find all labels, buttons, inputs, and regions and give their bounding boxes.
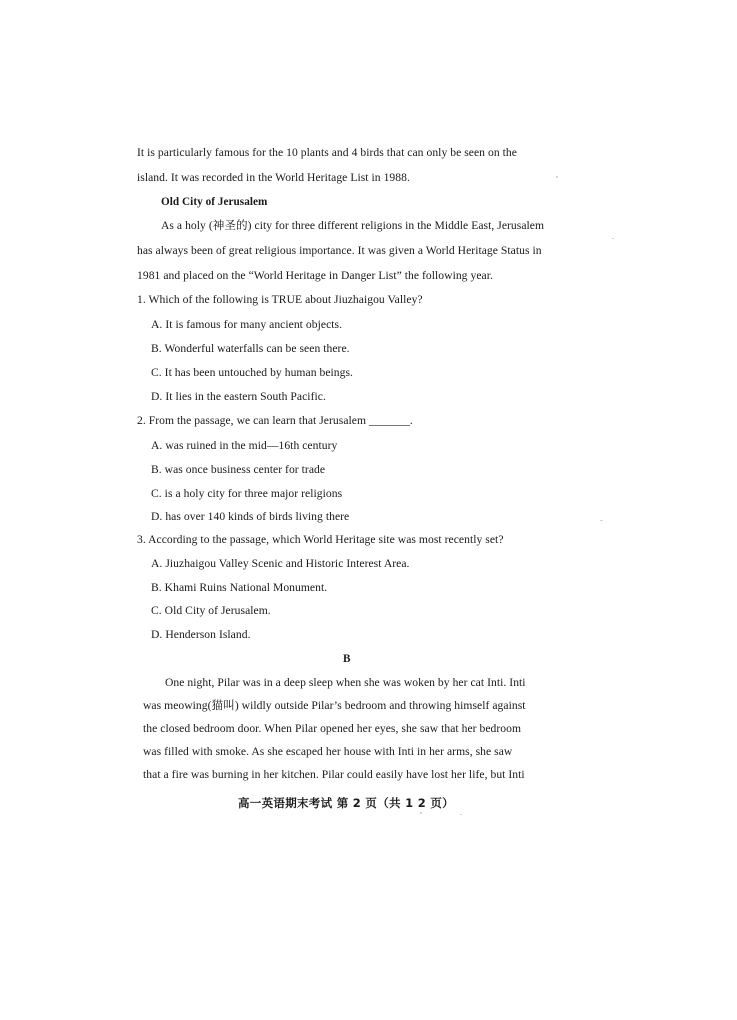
section-heading-jerusalem: Old City of Jerusalem — [161, 196, 268, 208]
passage-b-line-2: was meowing(猫叫) wildly outside Pilar’s bedroom and throwing himself against — [143, 699, 526, 712]
jerusalem-line-2: has always been of great religious importance. It was given a World Heritage Status in — [137, 244, 542, 257]
question-2: 2. From the passage, we can learn that Jerusalem _______. — [137, 414, 413, 427]
question-1-option-a: A. It is famous for many ancient objects. — [151, 318, 343, 331]
passage-b-line-5: that a fire was burning in her kitchen. Pilar could easily have lost her life, but Inti — [143, 768, 525, 781]
scan-speck — [556, 176, 558, 178]
scan-speck — [460, 814, 462, 815]
question-3-option-a: A. Jiuzhaigou Valley Scenic and Historic Interest Area. — [151, 557, 410, 570]
passage-a-line-2: island. It was recorded in the World Heritage List in 1988. — [137, 171, 410, 184]
question-1-option-b: B. Wonderful waterfalls can be seen there. — [151, 342, 350, 355]
scan-speck — [420, 812, 422, 814]
question-2-option-b: B. was once business center for trade — [151, 463, 326, 476]
question-2-option-d: D. has over 140 kinds of birds living there — [151, 510, 350, 523]
passage-b-line-1: One night, Pilar was in a deep sleep when she was woken by her cat Inti. Inti — [165, 676, 526, 689]
scan-speck — [600, 520, 603, 521]
section-heading-b: B — [343, 653, 351, 665]
question-1-option-c: C. It has been untouched by human beings. — [151, 366, 354, 379]
question-2-option-a: A. was ruined in the mid—16th century — [151, 439, 338, 452]
jerusalem-line-1: As a holy (神圣的) city for three different religions in the Middle East, Jerusalem — [161, 219, 545, 232]
question-3-option-c: C. Old City of Jerusalem. — [151, 604, 271, 617]
scan-speck — [612, 238, 614, 239]
jerusalem-line-3: 1981 and placed on the “World Heritage in Danger List” the following year. — [137, 269, 493, 282]
question-3: 3. According to the passage, which World Heritage site was most recently set? — [137, 533, 504, 546]
question-1-option-d: D. It lies in the eastern South Pacific. — [151, 390, 326, 403]
passage-b-line-4: was filled with smoke. As she escaped her house with Inti in her arms, she saw — [143, 745, 513, 758]
page-footer: 高一英语期末考试 第 2 页（共 1 2 页） — [238, 796, 454, 810]
question-2-option-c: C. is a holy city for three major religions — [151, 487, 343, 500]
passage-b-line-3: the closed bedroom door. When Pilar opened her eyes, she saw that her bedroom — [143, 722, 522, 735]
question-3-option-b: B. Khami Ruins National Monument. — [151, 581, 328, 594]
question-1: 1. Which of the following is TRUE about Jiuzhaigou Valley? — [137, 293, 423, 306]
passage-a-line-1: It is particularly famous for the 10 plants and 4 birds that can only be seen on the — [137, 146, 517, 159]
question-3-option-d: D. Henderson Island. — [151, 628, 251, 641]
